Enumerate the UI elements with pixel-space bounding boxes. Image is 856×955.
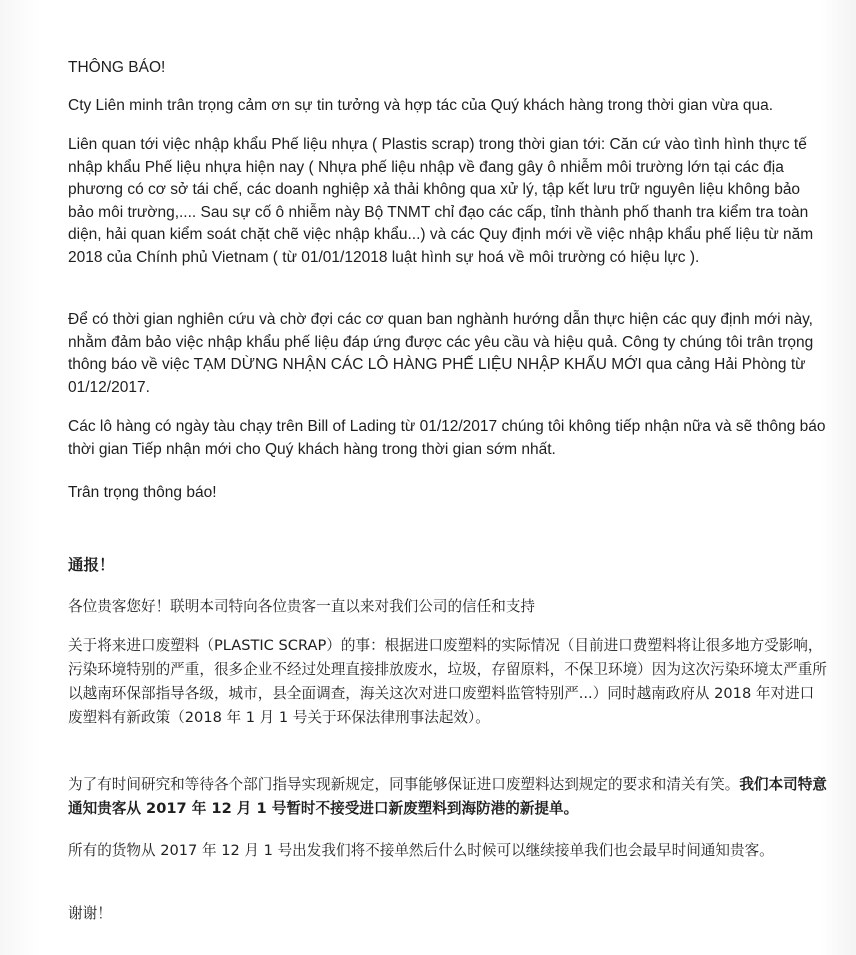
zh-suspension-intro: 为了有时间研究和等待各个部门指导实现新规定，同事能够保证进口废塑料达到规定的要求和清关有笑。: [68, 776, 740, 793]
vi-closing: Trân trọng thông báo!: [68, 484, 217, 501]
zh-paragraph-context: 关于将来进口废塑料（PLASTIC SCRAP）的事：根据进口废塑料的实际情况（目前进口费塑料将让很多地方受影响，污染环境特别的严重，很多企业不经过处理直接排放废水，垃圾，存留原料，不保卫环境）因为这次污染环境太严重所以越南环保部指导各级，城市，县全面调查，海关这次对进口废塑料监管特别严...）同时越南政府从 2018 年对进口废塑料有新政策（2018 年 1 月 1 号关于环保法律刑事法起效）。: [68, 637, 827, 726]
zh-suspension-notice: 我们本司特意通知贵客从 2017 年 12 月 1 号暂时不接受进口新废塑料到海防港的新提单。: [68, 776, 827, 817]
zh-closing: 谢谢！: [68, 905, 112, 922]
zh-paragraph-bill-of-lading: 所有的货物从 2017 年 12 月 1 号出发我们将不接单然后什么时候可以继续接单我们也会最早时间通知贵客。: [68, 842, 774, 859]
vi-paragraph-bill-of-lading: Các lô hàng có ngày tàu chạy trên Bill of Lading từ 01/12/2017 chúng tôi không tiếp nhận nữa và sẽ thông báo thời gian Tiếp nhận mới cho Quý khách hàng trong thời gian sớm nhất.: [68, 418, 826, 458]
zh-paragraph-thanks: 各位贵客您好！联明本司特向各位贵客一直以来对我们公司的信任和支持: [68, 598, 536, 615]
vi-title: THÔNG BÁO!: [68, 59, 166, 76]
zh-paragraph-suspension: [68, 773, 828, 821]
vi-paragraph-context: Liên quan tới việc nhập khẩu Phế liệu nhựa ( Plastis scrap) trong thời gian tới: Căn cứ vào tình hình thực tế nhập khẩu Phế liệu nhựa hiện nay ( Nhựa phế liệu nhập về đang gây ô nhiễm môi trường lớn tại các địa phương có cơ sở tái chế, các doanh nghiệp xả thải không qua xử lý, tập kết lưu trữ nguyên liệu không bảo bảo môi trường,.... Sau sự cố ô nhiễm này Bộ TNMT chỉ đạo các cấp, tỉnh thành phố thanh tra kiểm tra toàn diện, hải quan kiểm soát chặt chẽ việc nhập khẩu...) và các Quy định mới về việc nhập khẩu phế liệu từ năm 2018 của Chính phủ Vietnam ( từ 01/01/12018 luật hình sự hoá về môi trường có hiệu lực ).: [68, 136, 814, 266]
vi-paragraph-thanks: Cty Liên minh trân trọng cảm ơn sự tin tưởng và hợp tác của Quý khách hàng trong thời gian vừa qua.: [68, 97, 774, 114]
zh-title: 通报！: [68, 556, 115, 574]
vi-paragraph-suspension: Để có thời gian nghiên cứu và chờ đợi các cơ quan ban nghành hướng dẫn thực hiện các quy định mới này, nhằm đảm bảo việc nhập khẩu phế liệu đáp ứng được các yêu cầu và hiệu quả. Công ty chúng tôi trân trọng thông báo về việc TẠM DỪNG NHẬN CÁC LÔ HÀNG PHẾ LIỆU NHẬP KHẨU MỚI qua cảng Hải Phòng từ 01/12/2017.: [68, 311, 814, 396]
